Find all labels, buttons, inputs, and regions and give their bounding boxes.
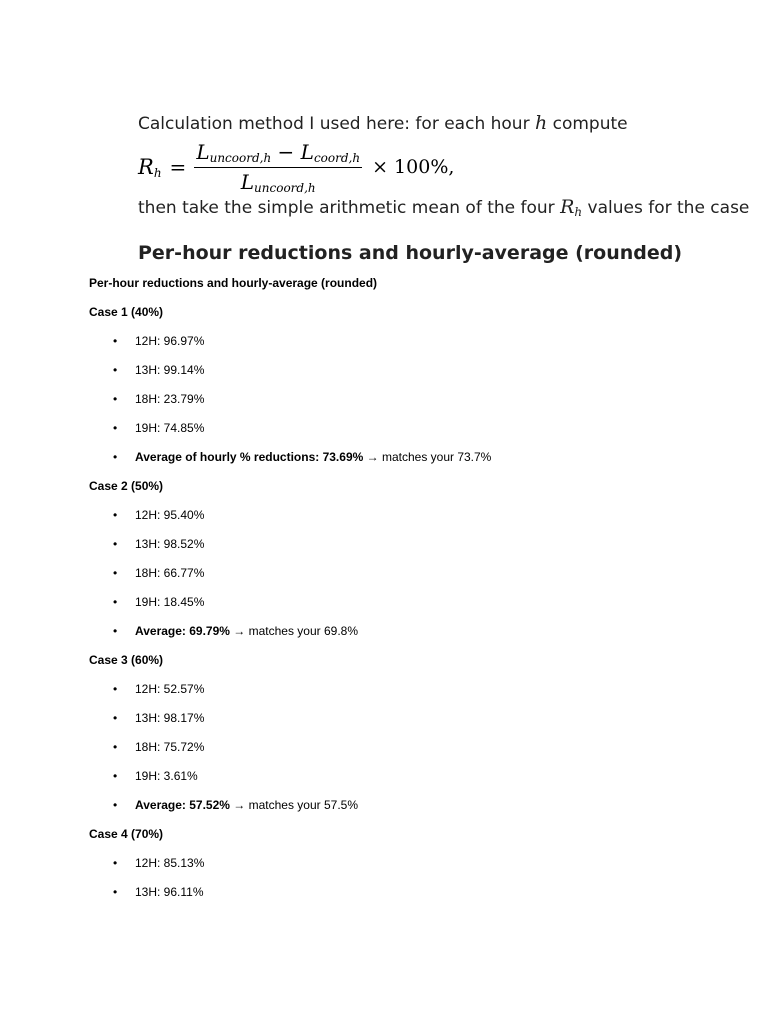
snippet-heading: Per-hour reductions and hourly-average (rounded): [138, 242, 683, 264]
hour-variable: h: [534, 112, 548, 134]
case-4-list: [89, 856, 729, 914]
formula-lhs: Rh: [138, 154, 162, 180]
list-item: • 13H: 98.52%: [113, 537, 205, 551]
list-item: • 12H: 85.13%: [113, 856, 205, 870]
section-heading: Per-hour reductions and hourly-average (rounded): [89, 276, 378, 290]
mean-text-end: values for the case: [587, 198, 750, 218]
case-3-title: Case 3 (60%): [89, 653, 164, 667]
rh-variable: Rh: [560, 196, 583, 219]
list-item: • 13H: 99.14%: [113, 363, 205, 377]
formula-times-100: × 100%,: [372, 156, 455, 178]
list-item: • 18H: 66.77%: [113, 566, 205, 580]
list-item: • 19H: 3.61%: [113, 769, 198, 783]
case-4-title: Case 4 (70%): [89, 827, 164, 841]
mean-text: then take the simple arithmetic mean of the four: [138, 198, 555, 218]
mean-line: [138, 196, 750, 219]
list-item: • 13H: 98.17%: [113, 711, 205, 725]
list-item: • 19H: 74.85%: [113, 421, 205, 435]
document-body: [89, 276, 729, 914]
list-item: • 18H: 75.72%: [113, 740, 205, 754]
case-2-list: [89, 508, 729, 653]
method-text: Calculation method I used here: for each hour: [138, 114, 530, 134]
case-2-average: • Average: 69.79% → matches your 69.8%: [113, 624, 359, 638]
case-1-list: [89, 334, 729, 479]
formula-equals: =: [169, 155, 187, 179]
list-item: • 12H: 96.97%: [113, 334, 205, 348]
fraction-bar: [194, 167, 362, 168]
formula-denominator: Luncoord,h: [240, 169, 316, 195]
list-item: • 19H: 18.45%: [113, 595, 205, 609]
case-1-title: Case 1 (40%): [89, 305, 164, 319]
method-line: [138, 112, 698, 134]
formula-numerator: Luncoord,h − Lcoord,h: [196, 139, 361, 165]
formula-fraction: [194, 140, 362, 195]
list-item: • 12H: 95.40%: [113, 508, 205, 522]
case-1-average: • Average of hourly % reductions: 73.69% → matches your 73.7%: [113, 450, 492, 464]
formula-snippet-image: [138, 112, 750, 219]
case-3-average: • Average: 57.52% → matches your 57.5%: [113, 798, 359, 812]
reduction-formula: [138, 138, 698, 196]
list-item: • 13H: 96.11%: [113, 885, 204, 899]
list-item: • 12H: 52.57%: [113, 682, 205, 696]
method-text-end: compute: [552, 114, 628, 134]
case-2-title: Case 2 (50%): [89, 479, 164, 493]
list-item: • 18H: 23.79%: [113, 392, 205, 406]
case-3-list: [89, 682, 729, 827]
